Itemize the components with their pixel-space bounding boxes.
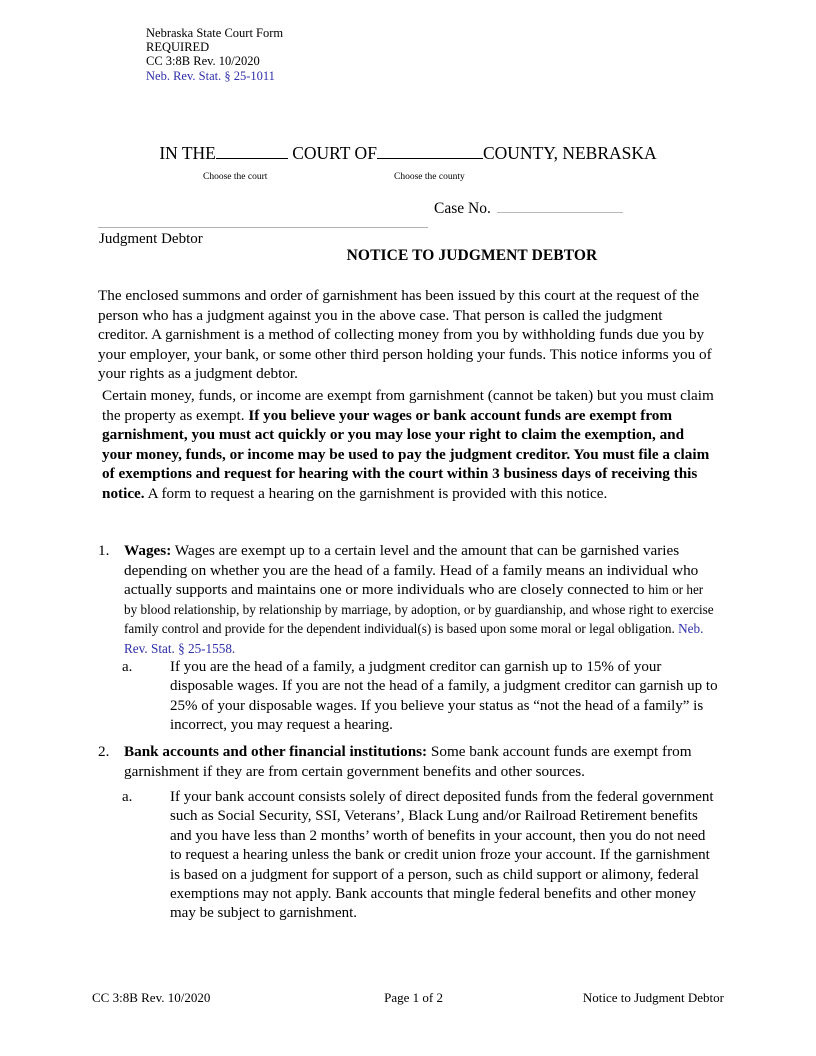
list-item-heading: Wages: — [124, 542, 172, 559]
exemption-text-lead: Certain money, funds, or income are exempt from garnishment (cannot be taken) but you must claim the property as exempt. — [102, 387, 714, 424]
county-field-hint: Choose the county — [394, 172, 465, 182]
footer-form-number: CC 3:8B Rev. 10/2020 — [92, 990, 211, 1005]
judgment-debtor-rule — [98, 227, 428, 228]
list-item-bank-accounts — [98, 742, 716, 781]
form-header — [146, 26, 283, 83]
court-name-blank[interactable] — [216, 158, 288, 159]
statute-link-25-1558[interactable]: Neb. Rev. Stat. § 25-1558. — [124, 621, 704, 656]
page-title-text: NOTICE TO JUDGMENT DEBTOR — [346, 247, 598, 264]
list-item-content — [124, 541, 716, 659]
list-item-heading: Bank accounts and other financial institutions: — [124, 743, 428, 760]
court-caption — [0, 142, 816, 164]
form-header-form-number: CC 3:8B Rev. 10/2020 — [146, 54, 260, 69]
list-item-number: 1. — [98, 542, 110, 559]
case-number-row — [434, 199, 623, 218]
caption-county-nebraska: COUNTY, NEBRASKA — [482, 143, 657, 163]
page-footer — [92, 990, 724, 1006]
caption-in-the: IN THE — [159, 143, 216, 163]
statute-link-25-1011[interactable]: Neb. Rev. Stat. § 25-1011 — [146, 68, 275, 83]
exemption-text-tail: A form to request a hearing on the garnishment is provided with this notice. — [144, 484, 608, 502]
caption-court-of: COURT OF — [292, 143, 377, 163]
list-subitem-wages-a — [122, 658, 718, 736]
case-number-label: Case No. — [434, 200, 491, 217]
list-subitem-text: If you are the head of a family, a judgment creditor can garnish up to 15% of your disposable wages. If you are not the head of a family, a judgment creditor can garnish up to 25% of your disposable wages. If you believe your status as “not the head of a family” is incorrect, you may request a hearing. — [170, 659, 718, 734]
list-subitem-letter: a. — [122, 789, 133, 805]
case-number-input[interactable] — [497, 199, 623, 213]
county-name-blank[interactable] — [377, 158, 483, 159]
page-title — [0, 247, 816, 265]
footer-document-name: Notice to Judgment Debtor — [582, 990, 724, 1005]
list-subitem-bank-a — [122, 788, 718, 924]
list-item-text: Wages are exempt up to a certain level and the amount that can be garnished varies depending on whether you are the head of a family. Head of a family means an individual who actually supports and maintains one or more individuals who are closely connected to — [124, 542, 699, 599]
list-item-wages — [98, 541, 716, 659]
form-header-required-label: REQUIRED — [146, 40, 210, 55]
list-item-content — [124, 742, 716, 781]
list-item-text: Some bank account funds are exempt from garnishment if they are from certain government benefits and other sources. — [124, 743, 692, 780]
exemption-text-emphasis: If you believe your wages or bank account funds are exempt from garnishment, you must act quickly or you may lose your right to claim the exemption, and your money, funds, or income may be used to pay the judgment creditor. You must file a claim of exemptions and request for hearing with the court within 3 business days of receiving this notice. — [102, 406, 710, 502]
list-subitem-letter: a. — [122, 659, 133, 675]
footer-page-number: Page 1 of 2 — [384, 990, 444, 1005]
intro-paragraph: The enclosed summons and order of garnishment has been issued by this court at the request of the person who has a judgment against you in the above case. That person is called the judgment creditor. A garnishment is a method of collecting money from you by withholding funds due you by your employer, your bank, or some other third person holding your funds. This notice informs you of your rights as a judgment debtor. — [98, 287, 712, 383]
judgment-debtor-label: Judgment Debtor — [99, 231, 203, 247]
list-item-number: 2. — [98, 743, 110, 760]
court-field-hint: Choose the court — [203, 172, 268, 182]
list-subitem-text: If your bank account consists solely of direct deposited funds from the federal government such as Social Security, SSI, Veterans’, Black Lung and/or Railroad Retirement benefits and you have less than 2 months’ worth of benefits in your account, then you do not need to request a hearing unless the bank or credit union froze your account. If the garnishment is based on a judgment for support of a person, such as child support or alimony, federal exemptions may not apply. Bank accounts that mingle federal benefits and other money may be subject to garnishment. — [170, 789, 714, 922]
exemption-paragraph — [102, 386, 714, 504]
list-item-small-body: him or her by blood relationship, by relationship by marriage, by adoption, or by guardianship, and whose right to exercise family control and provide for the dependent individual(s) is based upon some moral or legal obligation. — [124, 582, 714, 637]
form-header-line-1: Nebraska State Court Form — [146, 26, 284, 40]
